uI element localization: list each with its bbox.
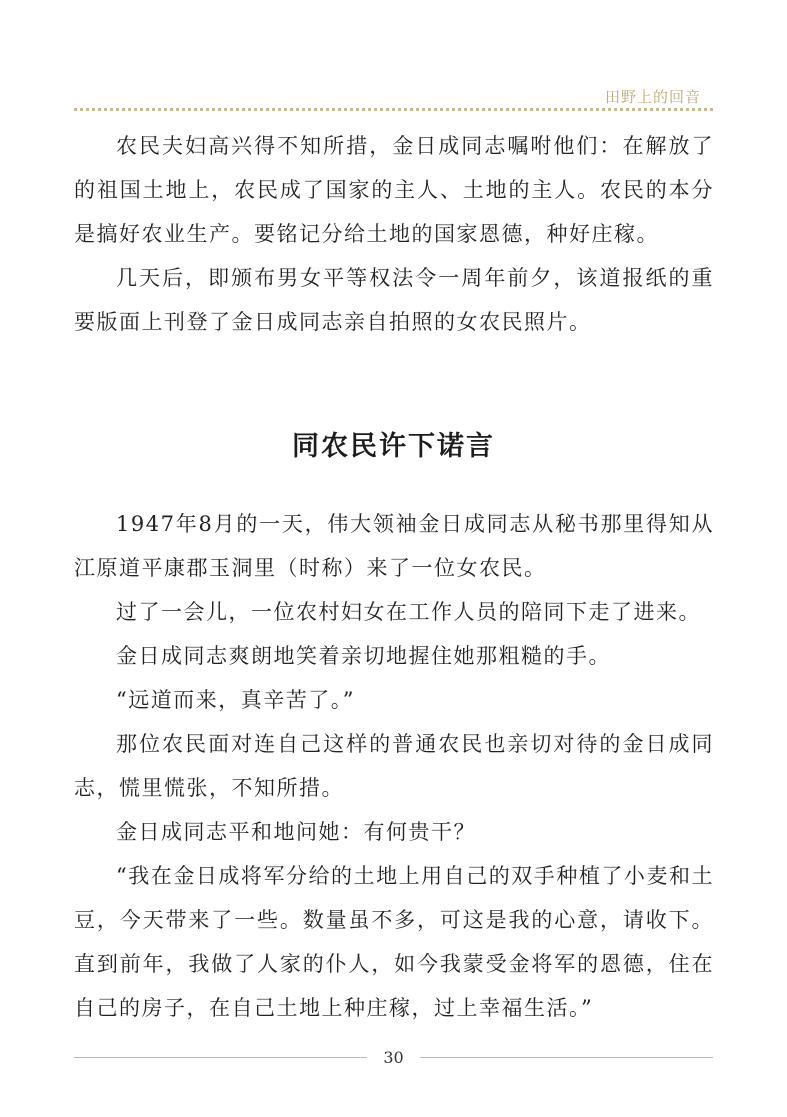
paragraph: “我在金日成将军分给的土地上用自己的双手种植了小麦和土豆，今天带来了一些。数量虽不多，可这是我的心意，请收下。直到前年，我做了人家的仆人，如今我蒙受金将军的恩德，住在自己的房子，在自己土地上种庄稼，过上幸福生活。” (74, 864, 714, 1020)
paragraph: 金日成同志平和地问她：有何贵干？ (116, 820, 476, 844)
paragraph: 那位农民面对连自己这样的普通农民也亲切对待的金日成同志，慌里慌张，不知所措。 (74, 732, 714, 800)
paragraph: 金日成同志爽朗地笑着亲切地握住她那粗糙的手。 (116, 644, 611, 668)
page-footer (74, 1045, 713, 1069)
section-1-text (74, 124, 714, 344)
footer-rule-left (74, 1057, 367, 1058)
section-title: 同农民许下诺言 (292, 431, 495, 462)
page-number: 30 (383, 1047, 404, 1067)
paragraph: 农民夫妇高兴得不知所措，金日成同志嘱咐他们：在解放了的祖国土地上，农民成了国家的主人、土地的主人。农民的本分是搞好农业生产。要铭记分给土地的国家恩德，种好庄稼。 (74, 134, 714, 246)
running-title: 田野上的回音 (604, 88, 701, 106)
paragraph: “远道而来，真辛苦了。” (116, 688, 355, 712)
paragraph: 过了一会儿，一位农村妇女在工作人员的陪同下走了进来。 (116, 600, 701, 624)
footer-rule-right (420, 1057, 713, 1058)
paragraph: 1947年8月的一天，伟大领袖金日成同志从秘书那里得知从江原道平康郡玉洞里（时称）来了一位女农民。 (74, 512, 714, 580)
paragraph: 几天后，即颁布男女平等权法令一周年前夕，该道报纸的重要版面上刊登了金日成同志亲自拍照的女农民照片。 (74, 266, 714, 334)
section-2-text (74, 502, 714, 1030)
header-dotted-rule (74, 108, 713, 111)
